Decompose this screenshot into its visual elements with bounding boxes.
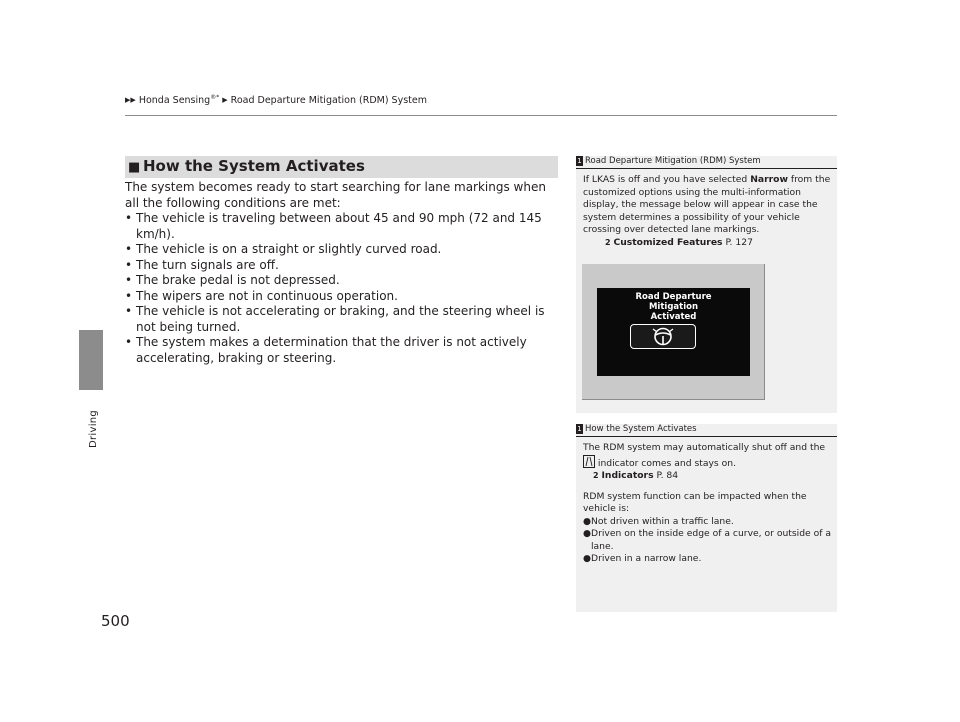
list-item: • The wipers are not in continuous operation. — [125, 289, 555, 305]
square-bullet-icon: ■ — [128, 160, 141, 175]
note-text: The RDM system may automatically shut off and the — [583, 442, 826, 453]
list-item: • The turn signals are off. — [125, 258, 555, 274]
list-item: ● Driven in a narrow lane. — [583, 553, 702, 564]
xref-arrow-icon: 2 — [593, 471, 599, 480]
header-divider — [125, 115, 837, 116]
list-item: • The vehicle is traveling between about 45 and 90 mph (72 and 145 km/h). — [125, 211, 555, 242]
note-number-badge: 1 — [577, 425, 582, 433]
cross-reference[interactable] — [583, 237, 835, 250]
side-tab-label: Driving — [88, 409, 99, 448]
xref-page: P. 84 — [656, 470, 679, 481]
section-heading-bar — [125, 156, 558, 178]
conditions-list — [125, 211, 555, 366]
note-title: Road Departure Mitigation (RDM) System — [585, 156, 761, 166]
display-line-1: Road Departure — [635, 292, 712, 302]
list-item: • The system makes a determination that the driver is not actively accelerating, braking or steering. — [125, 335, 555, 366]
breadcrumb-item-honda-sensing: Honda Sensing — [138, 95, 211, 107]
note-text: If LKAS is off and you have selected — [583, 174, 751, 185]
note-body — [583, 442, 835, 566]
side-note-how-activates — [576, 424, 837, 612]
page-number: 500 — [101, 612, 130, 630]
display-line-2: Mitigation — [648, 302, 699, 312]
list-item: • The vehicle is not accelerating or braking, and the steering wheel is not being turned. — [125, 304, 555, 335]
note-body — [583, 174, 835, 249]
list-item: • The vehicle is on a straight or slightly curved road. — [125, 242, 555, 258]
note-bold-word: Narrow — [750, 174, 788, 185]
note-number-badge: 1 — [577, 157, 582, 165]
multi-information-display — [597, 288, 750, 376]
list-item: ● Not driven within a traffic lane. — [583, 515, 734, 527]
note-header — [576, 424, 837, 437]
cross-reference[interactable] — [583, 470, 835, 483]
note-text: from the customized options using the multi-information display, the message below will appear in case the system determines a possibility of your vehicle crossing over detected lane markings. — [583, 174, 831, 235]
rdm-indicator-icon — [583, 455, 595, 468]
breadcrumb-arrow-icon: ▶▶ — [125, 96, 136, 105]
list-item: ● Driven on the inside edge of a curve, or outside of a lane. — [583, 528, 832, 552]
main-body-text — [125, 180, 555, 366]
display-line-3: Activated — [650, 312, 697, 322]
note-text-line — [583, 455, 835, 471]
xref-label: Customized Features — [613, 236, 723, 248]
note-text: indicator comes and stays on. — [597, 457, 736, 469]
list-item: • The brake pedal is not depressed. — [125, 273, 555, 289]
intro-paragraph: The system becomes ready to start searching for lane markings when all the following conditions are met: — [125, 180, 546, 210]
breadcrumb-item-rdm: Road Departure Mitigation (RDM) System — [230, 95, 427, 107]
xref-arrow-icon: 2 — [605, 237, 611, 247]
side-tab — [79, 330, 103, 390]
note-title: How the System Activates — [585, 424, 697, 434]
rdm-warning-icon — [630, 324, 696, 349]
note-text: RDM system function can be impacted when the vehicle is: — [583, 490, 807, 514]
breadcrumb — [125, 94, 427, 106]
breadcrumb-arrow-icon: ▶ — [222, 96, 228, 105]
note-header — [576, 156, 837, 169]
registered-mark: ®* — [210, 94, 220, 101]
xref-page: P. 127 — [725, 236, 753, 248]
xref-label: Indicators — [601, 470, 654, 481]
section-heading: How the System Activates — [143, 157, 365, 175]
